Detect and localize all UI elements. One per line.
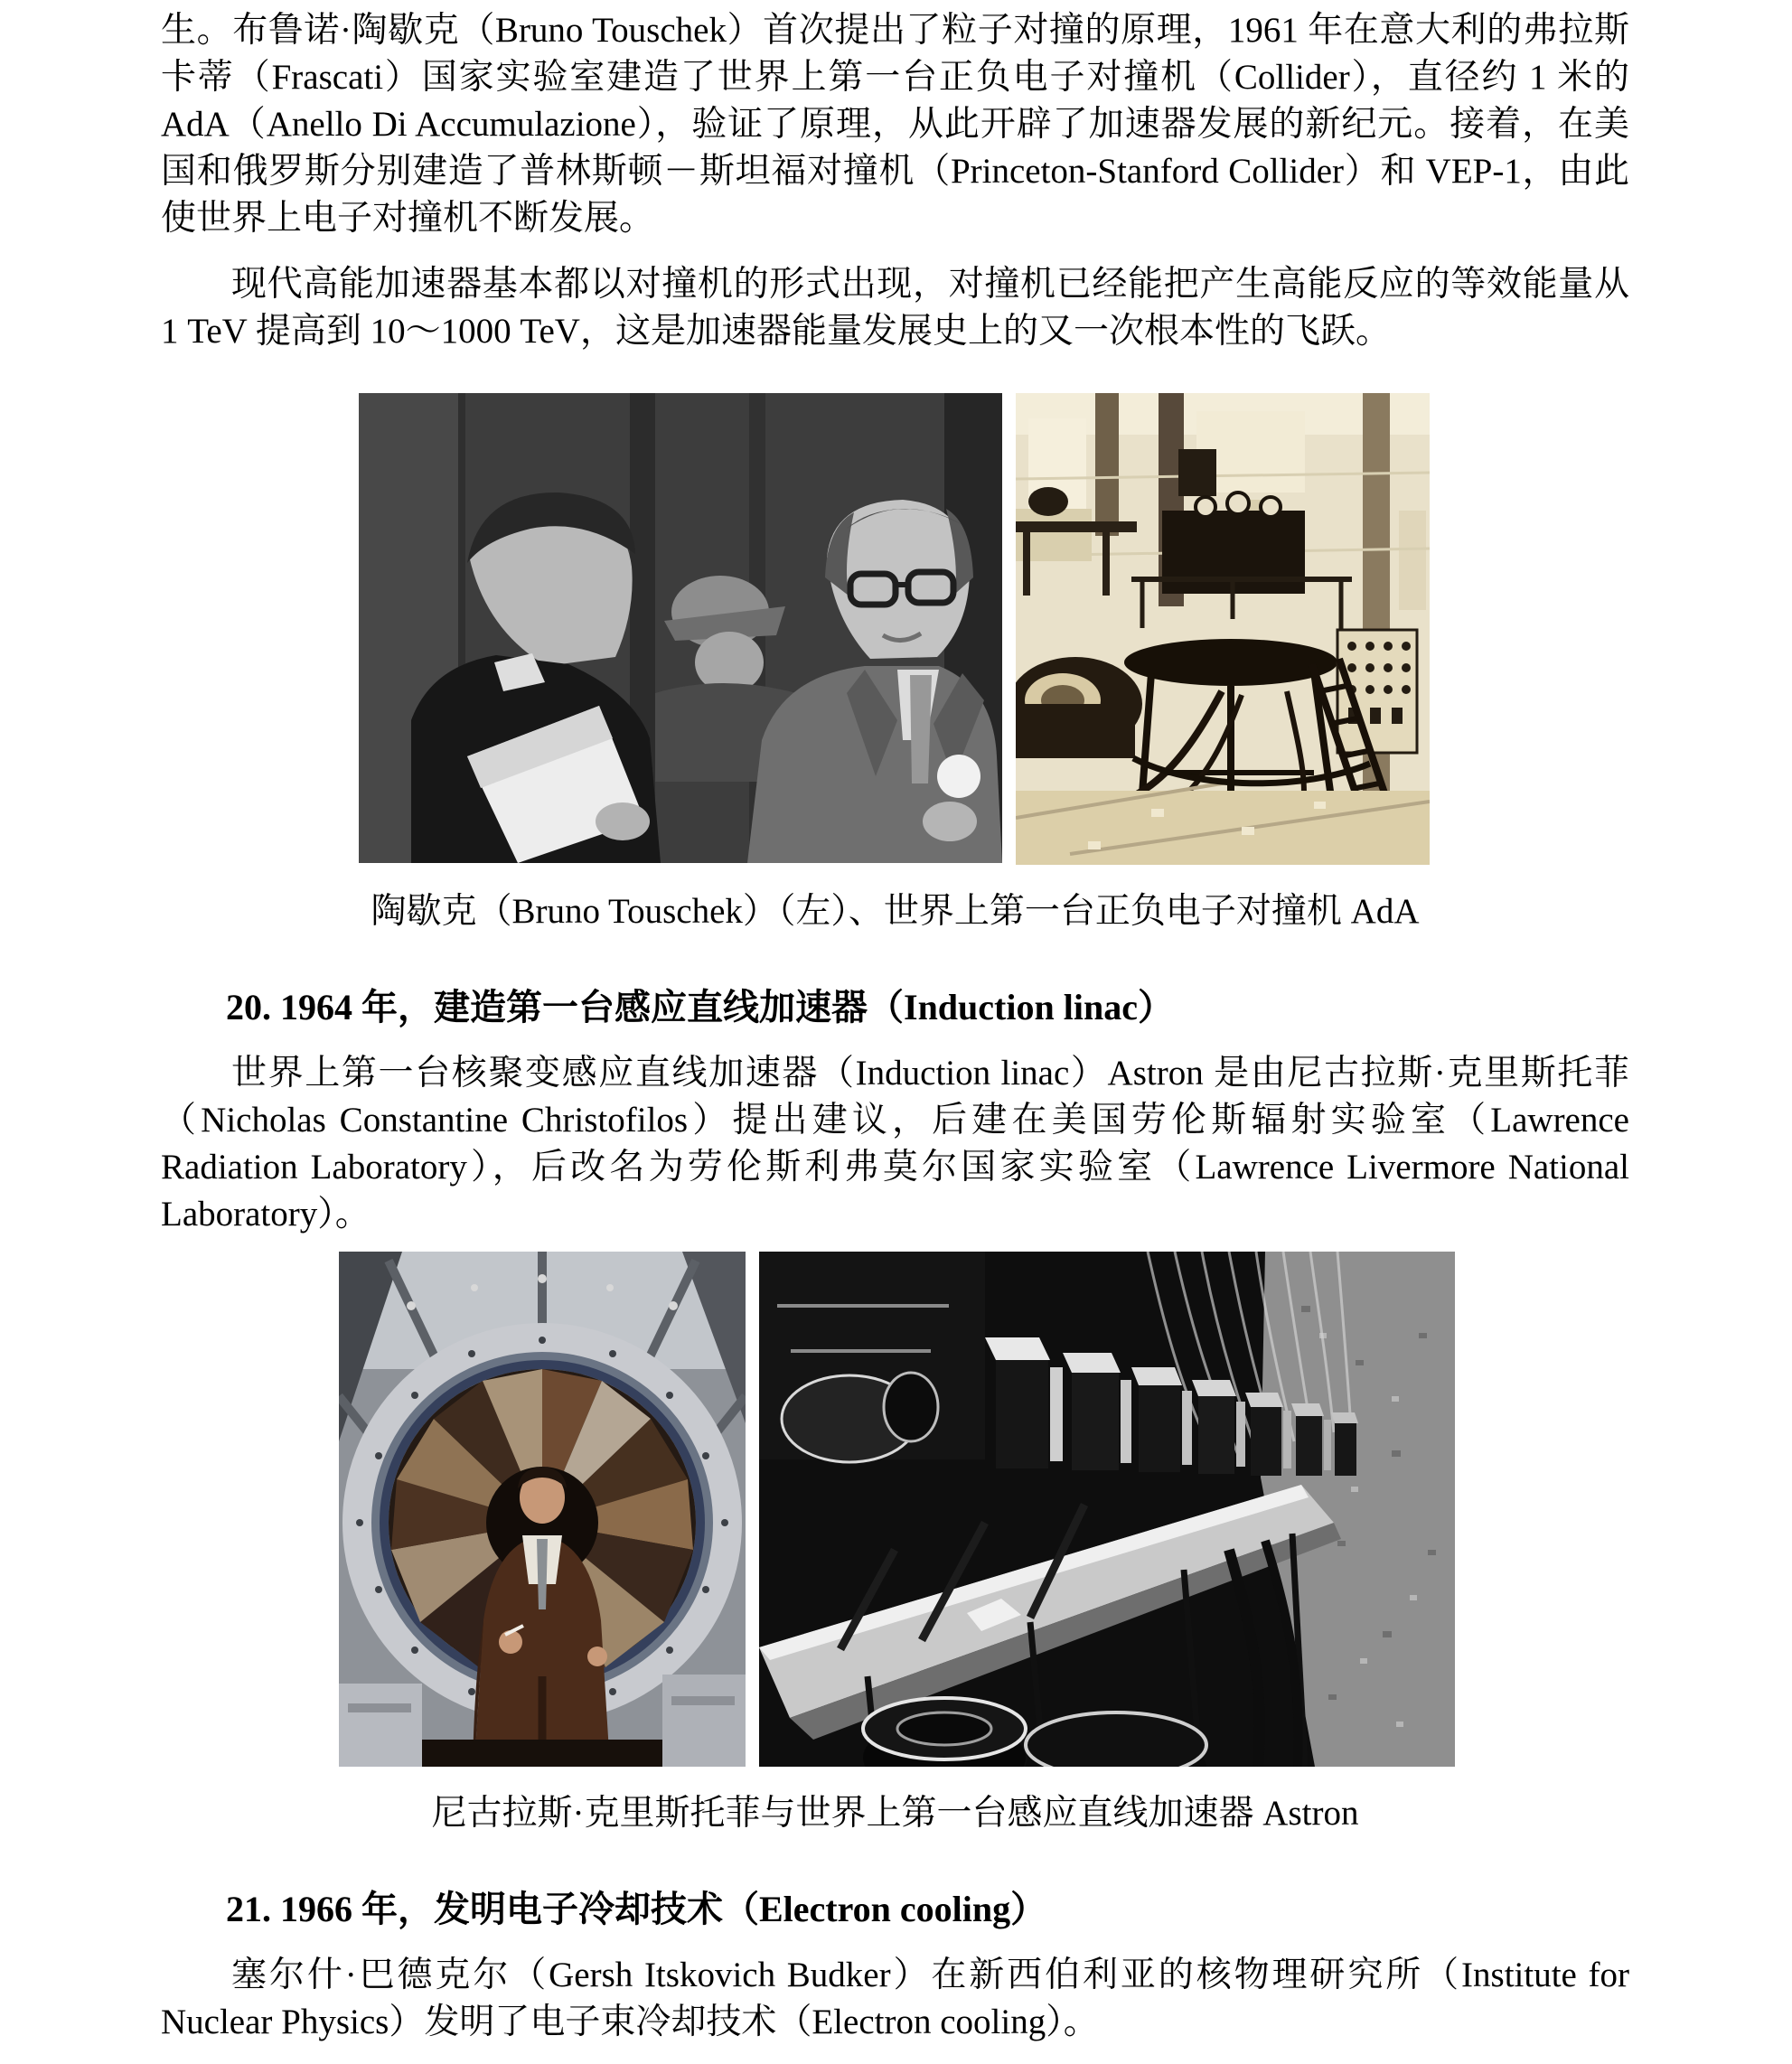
photo-row-christofilos-astron [339, 1252, 1629, 1767]
section-heading-21: 21. 1966 年，发明电子冷却技术（Electron cooling） [226, 1889, 1047, 1929]
photo-bruno-touschek [359, 393, 1002, 863]
paragraph-collider-history: 生。布鲁诺·陶歇克（Bruno Touschek）首次提出了粒子对撞的原理，1961 年在意大利的弗拉斯卡蒂（Frascati）国家实验室建造了世界上第一台正负电子对撞机（Collider），直径约 1 米的 AdA（Anello Di Accumulazione），验证了原理，从此开辟了加速器发展的新纪元。接着，在美国和俄罗斯分别建造了普林斯顿－斯坦福对撞机（Princeton-Stanford Collider）和 VEP-1，由此使世界上电子对撞机不断发展。 [161, 11, 1629, 238]
caption-touschek-ada: 陶歇克（Bruno Touschek）（左）、世界上第一台正负电子对撞机 AdA [371, 892, 1420, 931]
photo-astron-linac [759, 1252, 1455, 1767]
photo-ada-collider [1016, 393, 1430, 865]
paragraph-induction-linac: 世界上第一台核聚变感应直线加速器（Induction linac）Astron 是由尼古拉斯·克里斯托菲（Nicholas Constantine Christofilos）提出建议，后建在美国劳伦斯辐射实验室（Lawrence Radiation Laboratory），后改名为劳伦斯利弗莫尔国家实验室（Lawrence Livermore National Laboratory）。 [161, 1054, 1629, 1234]
caption-christofilos-astron: 尼古拉斯·克里斯托菲与世界上第一台感应直线加速器 Astron [431, 1794, 1359, 1833]
section-heading-20: 20. 1964 年，建造第一台感应直线加速器（Induction linac） [226, 987, 1174, 1027]
paragraph-modern-colliders: 现代高能加速器基本都以对撞机的形式出现，对撞机已经能把产生高能反应的等效能量从 1 TeV 提高到 10～1000 TeV，这是加速器能量发展史上的又一次根本性的飞跃。 [161, 265, 1629, 351]
photo-row-touschek-ada [359, 393, 1629, 865]
paragraph-electron-cooling: 塞尔什·巴德克尔（Gersh Itskovich Budker）在新西伯利亚的核物理研究所（Institute for Nuclear Physics）发明了电子束冷却技术（Electron cooling）。 [161, 1956, 1629, 2041]
photo-christofilos [339, 1252, 746, 1767]
